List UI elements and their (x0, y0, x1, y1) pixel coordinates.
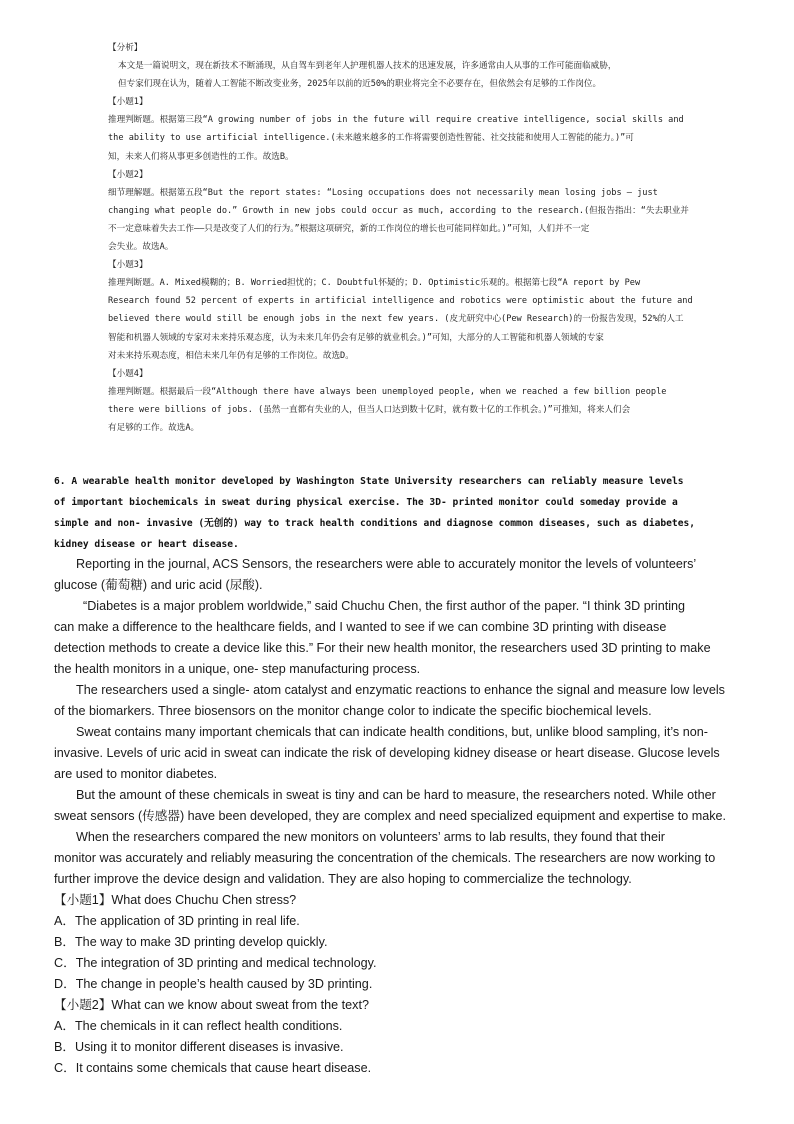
analysis-line: 知，未来人们将从事更多创造性的工作。故选B。 (108, 151, 294, 162)
passage-line: “Diabetes is a major problem worldwide,” said Chuchu Chen, the first author of the paper. “I think 3D printing (83, 599, 685, 613)
analysis-line: believed there would still be enough jobs in the next few years. (皮尤研究中心(Pew Research)的一份报告发现，52%的人工 (108, 314, 684, 325)
analysis-line: 对未来持乐观态度，相信未来几年仍有足够的工作岗位。故选D。 (108, 350, 354, 361)
analysis-line: 不一定意味着失去工作——只是改变了人们的行为。”根据这项研究，新的工作岗位的增长也可能同样如此。)”可知，人们并不一定 (108, 223, 590, 234)
analysis-line: there were billions of jobs. (虽然一直都有失业的人，但当人口达到数十亿时，就有数十亿的工作机会。)”可推知，将来人们会 (108, 404, 631, 415)
passage-line: further improve the device design and validation. They are also hoping to commercialize the technology. (54, 872, 632, 886)
intro-line: simple and non- invasive (无创的) way to track health conditions and diagnose common diseases, such as diabetes, (54, 518, 696, 529)
question-1-option-b: B．The way to make 3D printing develop quickly. (54, 935, 328, 949)
passage-line: sweat sensors (传感器) have been developed, they are complex and need specialized equipment and expertise to make. (54, 809, 727, 823)
passage-line: the health monitors in a unique, one- step manufacturing process. (54, 662, 421, 676)
intro-line: kidney disease or heart disease. (54, 539, 239, 550)
passage-line: glucose (葡萄糖) and uric acid (尿酸). (54, 578, 263, 592)
passage-line: detection methods to create a device like this.” For their new health monitor, the researchers used 3D printing to make (54, 641, 711, 655)
passage-line: monitor was accurately and reliably measuring the concentration of the chemicals. The researchers are now working to (54, 851, 716, 865)
analysis-line: 【小题1】 (108, 97, 148, 108)
passage-line: invasive. Levels of uric acid in sweat can indicate the risk of developing kidney disease or heart disease. Glucose levels (54, 746, 720, 760)
question-2-option-c: C．It contains some chemicals that cause heart disease. (54, 1061, 372, 1075)
analysis-line: 【小题3】 (108, 260, 148, 271)
analysis-line: 【分析】 (108, 43, 143, 53)
analysis-line: the ability to use artificial intelligence.(未来越来越多的工作将需要创造性智能、社交技能和使用人工智能的能力。)”可 (108, 133, 634, 144)
passage-line: Reporting in the journal, ACS Sensors, the researchers were able to accurately monitor the levels of volunteers’ (76, 557, 697, 571)
analysis-line: changing what people do.” Growth in new jobs could occur as much, according to the research.(但报告指出：“失去职业并 (108, 205, 689, 216)
intro-line: of important biochemicals in sweat during physical exercise. The 3D- printed monitor could someday provide a (54, 497, 678, 508)
passage-line: Sweat contains many important chemicals that can indicate health conditions, but, unlike blood sampling, it’s non- (76, 725, 708, 739)
question-2-stem: 【小题2】What can we know about sweat from the text? (54, 998, 369, 1012)
analysis-line: 【小题2】 (108, 169, 148, 180)
question-1-stem: 【小题1】What does Chuchu Chen stress? (54, 893, 297, 907)
analysis-line: 推理判断题。根据最后一段“Although there have always been unemployed people, when we reached a few billion people (108, 386, 667, 397)
analysis-line: 有足够的工作。故选A。 (108, 422, 200, 433)
passage-line: of the biomarkers. Three biosensors on the monitor change color to indicate the specific biochemical levels. (54, 704, 652, 718)
analysis-line: 本文是一篇说明文，现在新技术不断涌现，从自驾车到老年人护理机器人技术的迅速发展，许多通常由人从事的工作可能面临威胁， (118, 61, 617, 72)
analysis-line: 细节理解题。根据第五段“But the report states: “Losing occupations does not necessarily mean losing jobs — just (108, 187, 658, 198)
passage-line: The researchers used a single- atom catalyst and enzymatic reactions to enhance the signal and measure low levels (76, 683, 725, 697)
passage-line: are used to monitor diabetes. (54, 767, 218, 781)
analysis-line: 但专家们现在认为，随着人工智能不断改变业务，2025年以前的近50%的职业将完全不必要存在，但依然会有足够的工作岗位。 (118, 79, 602, 90)
passage-line: When the researchers compared the new monitors on volunteers’ arms to lab results, they found that their (76, 830, 665, 844)
passage-6-intro (54, 471, 754, 555)
analysis-line: 【小题4】 (108, 368, 148, 379)
passage-line: But the amount of these chemicals in sweat is tiny and can be hard to measure, the researchers noted. While other (76, 788, 716, 802)
question-2-option-b: B．Using it to monitor different diseases is invasive. (54, 1040, 344, 1054)
question-2-option-a: A．The chemicals in it can reflect health conditions. (54, 1019, 343, 1033)
analysis-section (108, 39, 748, 437)
analysis-line: 推理判断题。根据第三段“A growing number of jobs in the future will require creative intelligence, social skills and (108, 115, 684, 126)
intro-line: 6. A wearable health monitor developed by Washington State University researchers can reliably measure levels (54, 476, 684, 487)
analysis-line: Research found 52 percent of experts in artificial intelligence and robotics were optimistic about the future and (108, 296, 693, 307)
passage-line: can make a difference to the healthcare fields, and I wanted to see if we can combine 3D printing with disease (54, 620, 667, 634)
question-1-option-c: C．The integration of 3D printing and medical technology. (54, 956, 377, 970)
analysis-line: 会失业。故选A。 (108, 242, 174, 253)
passage-6-body (54, 554, 754, 1079)
question-1-option-d: D．The change in people’s health caused by 3D printing. (54, 977, 373, 991)
analysis-line: 推理判断题。A. Mixed模糊的；B. Worried担忧的；C. Doubtful怀疑的；D. Optimistic乐观的。根据第七段“A report by Pew (108, 278, 641, 289)
question-1-option-a: A．The application of 3D printing in real life. (54, 914, 300, 928)
analysis-line: 智能和机器人领域的专家对未来持乐观态度，认为未来几年仍会有足够的就业机会。)”可知，大部分的人工智能和机器人领域的专家 (108, 332, 604, 343)
